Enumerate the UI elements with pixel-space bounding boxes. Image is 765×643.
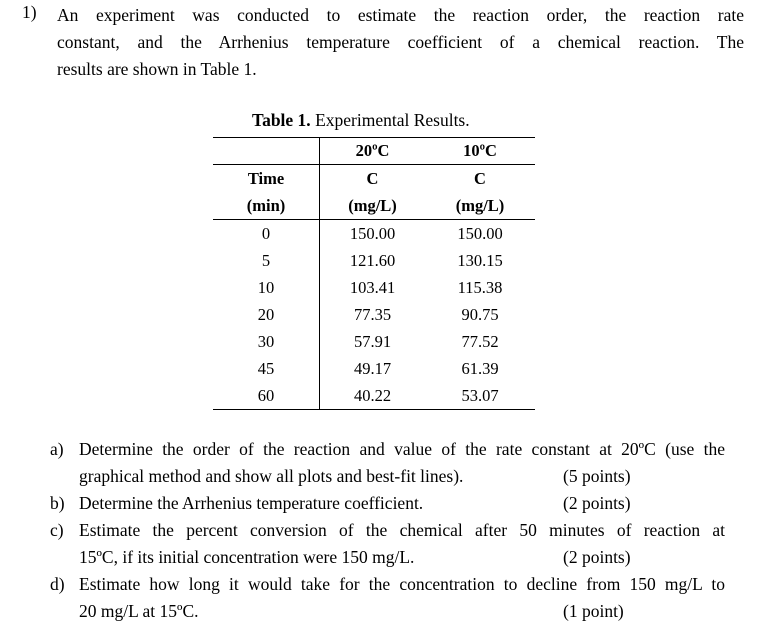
empty-header-cell	[213, 138, 320, 165]
question-parts	[45, 436, 725, 625]
conc-20c-cell: 121.60	[349, 250, 396, 270]
table-caption-text: Experimental Results.	[310, 110, 470, 130]
part-text-line	[79, 490, 725, 517]
part-a	[45, 436, 725, 490]
temperature-header: 10ºC	[425, 138, 535, 165]
part-points: (1 point)	[563, 601, 624, 621]
table-row	[213, 301, 535, 328]
column-header: Time	[213, 165, 320, 193]
table-row	[213, 355, 535, 382]
conc-20c-cell: 77.35	[353, 304, 392, 324]
conc-20c-cell: 103.41	[349, 277, 396, 297]
conc-10c-cell: 53.07	[425, 382, 535, 410]
part-text: graphical method and show all plots and best-fit lines).	[79, 466, 464, 486]
intro-paragraph	[57, 2, 744, 83]
part-points: (2 points)	[563, 547, 631, 567]
part-text: 15ºC, if its initial concentration were 150 mg/L.	[79, 547, 415, 567]
intro-line: An experiment was conducted to estimate the reaction order, the reaction rate	[57, 5, 744, 25]
conc-20c-cell: 49.17	[353, 358, 392, 378]
part-d	[45, 571, 725, 625]
part-text-line	[79, 463, 725, 490]
part-label: b)	[50, 493, 65, 513]
part-text: 20 mg/L at 15ºC.	[79, 601, 199, 621]
part-text-line: Estimate the percent conversion of the chemical after 50 minutes of reaction at	[79, 520, 725, 540]
part-label: c)	[50, 520, 64, 540]
conc-10c-cell: 90.75	[461, 304, 499, 324]
conc-10c-cell: 61.39	[461, 358, 499, 378]
conc-10c-cell: 115.38	[457, 277, 503, 297]
part-text-line	[79, 598, 725, 625]
time-cell: 30	[213, 328, 320, 355]
conc-10c-cell: 150.00	[457, 223, 503, 243]
part-c	[45, 517, 725, 571]
question-number: 1)	[22, 2, 37, 22]
time-cell: 45	[213, 355, 320, 382]
column-header: C	[474, 168, 486, 188]
intro-line: results are shown in Table 1.	[57, 59, 257, 79]
column-header: C	[366, 168, 379, 188]
table-row	[213, 247, 535, 274]
table-row	[213, 220, 535, 248]
time-cell: 60	[213, 382, 320, 410]
part-label: d)	[50, 574, 65, 594]
table-row	[213, 274, 535, 301]
time-cell: 5	[213, 247, 320, 274]
conc-20c-cell: 150.00	[349, 223, 396, 243]
part-text: Determine the Arrhenius temperature coefficient.	[79, 493, 424, 513]
part-points: (5 points)	[563, 466, 631, 486]
conc-10c-cell: 130.15	[457, 250, 503, 270]
conc-20c-cell: 40.22	[320, 382, 426, 410]
part-points: (2 points)	[563, 493, 631, 513]
table-row	[213, 328, 535, 355]
intro-line: constant, and the Arrhenius temperature coefficient of a chemical reaction. The	[57, 32, 744, 52]
unit-header-row	[213, 192, 535, 220]
temperature-header: 20ºC	[320, 138, 426, 165]
temperature-header-row	[213, 138, 535, 165]
unit-header: (mg/L)	[425, 192, 535, 220]
time-cell: 20	[213, 301, 320, 328]
conc-10c-cell: 77.52	[461, 331, 499, 351]
part-text-line: Determine the order of the reaction and value of the rate constant at 20ºC (use the	[79, 439, 725, 459]
unit-header: (min)	[213, 192, 320, 220]
time-cell: 10	[213, 274, 320, 301]
unit-header: (mg/L)	[320, 192, 426, 220]
part-text-line	[79, 544, 725, 571]
part-label: a)	[50, 439, 64, 459]
part-text-line: Estimate how long it would take for the concentration to decline from 150 mg/L to	[79, 574, 725, 594]
results-table	[213, 137, 535, 410]
column-header-row	[213, 165, 535, 193]
part-b	[45, 490, 725, 517]
time-cell: 0	[213, 220, 320, 248]
table-caption-label: Table 1.	[252, 110, 311, 130]
table-caption	[252, 110, 470, 131]
table-row	[213, 382, 535, 410]
conc-20c-cell: 57.91	[353, 331, 392, 351]
